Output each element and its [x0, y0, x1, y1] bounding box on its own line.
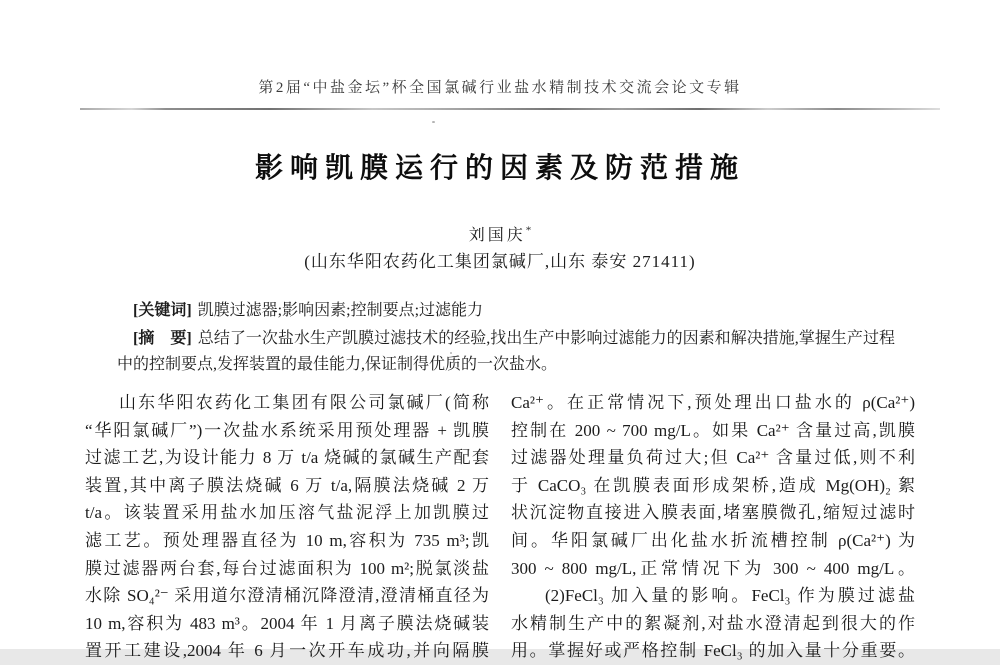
body-text-line: 间。华阳氯碱厂出化盐水折流槽控制 ρ(Ca²⁺) 为 [511, 530, 915, 550]
right-column [511, 389, 915, 665]
body-text-line: 山东华阳农药化工集团有限公司氯碱厂(简称 [119, 393, 489, 412]
article-meta-block [117, 298, 895, 379]
body-text-line: 水精制生产中的絮凝剂,对盐水澄清起到很大的作 [511, 613, 915, 633]
body-text-line: (2)FeCl₃ 加入量的影响。FeCl₃ 作为膜过滤盐 [545, 586, 915, 606]
body-text-line: 10 m,容积为 483 m³。2004 年 1 月离子膜法烧碱装 [85, 613, 489, 633]
body-text-line: 装置,其中离子膜法烧碱 6 万 t/a,隔膜法烧碱 2 万 [85, 475, 489, 495]
keywords-label: [关键词] [133, 302, 192, 319]
body-text-line: 置开工建设,2004 年 6 月一次开车成功,并向隔膜 [85, 641, 489, 661]
abstract-text: 总结了一次盐水生产凯膜过滤技术的经验,找出生产中影响过滤能力的因素和解决措施,掌握生产过程中的控制要点,发挥装置的最佳能力,保证制得优质的一次盐水。 [117, 329, 895, 373]
scan-speck [450, 352, 452, 354]
body-text-line: 用。掌握好或严格控制 FeCl₃ 的加入量十分重要。 [511, 641, 915, 661]
body-text-line: 于 CaCO₃ 在凯膜表面形成架桥,造成 Mg(OH)₂ 絮 [511, 475, 915, 495]
body-text-line: 300 ~ 800 mg/L,正常情况下为 300 ~ 400 mg/L。 [511, 558, 915, 578]
body-text-line: Ca²⁺。在正常情况下,预处理出口盐水的 ρ(Ca²⁺) [511, 393, 915, 412]
affiliation-line: (山东华阳农药化工集团氯碱厂,山东 泰安 271411) [304, 252, 696, 271]
keywords-line [117, 298, 895, 325]
scan-speck [432, 121, 435, 123]
abstract-label: [摘 要] [133, 329, 192, 347]
keywords-text: 凯膜过滤器;影响因素;控制要点;过滤能力 [197, 302, 484, 319]
body-text-line: t/a。该装置采用盐水加压溶气盐泥浮上加凯膜过 [85, 503, 489, 523]
author-line [0, 222, 1000, 245]
body-text-line: “华阳氯碱厂”)一次盐水系统采用预处理器 + 凯膜 [85, 420, 489, 440]
body-text-line: 过滤器处理量负荷过大;但 Ca²⁺ 含量过低,则不利 [511, 448, 915, 468]
author-name: 刘国庆 [468, 227, 526, 244]
body-text-line: 控制在 200 ~ 700 mg/L。如果 Ca²⁺ 含量过高,凯膜 [511, 420, 915, 440]
body-text-line: 膜过滤器两台套,每台过滤面积为 100 m²;脱氯淡盐 [85, 558, 489, 578]
body-text-line: 水除 SO₄²⁻ 采用道尔澄清桶沉降澄清,澄清桶直径为 [85, 586, 489, 606]
author-footnote-marker: * [525, 224, 532, 237]
body-text-line: 状沉淀物直接进入膜表面,堵塞膜微孔,缩短过滤时 [511, 503, 915, 523]
body-columns [85, 389, 915, 665]
abstract-paragraph [117, 326, 895, 379]
body-text-line: 滤工艺。预处理器直径为 10 m,容积为 735 m³;凯 [85, 530, 489, 550]
left-column [85, 389, 489, 665]
article-title: 影响凯膜运行的因素及防范措施 [254, 153, 745, 184]
body-text-line: 过滤工艺,为设计能力 8 万 t/a 烧碱的氯碱生产配套 [85, 448, 489, 468]
header-rule-line [80, 108, 940, 110]
conference-header-text: 第2届“中盐金坛”杯全国氯碱行业盐水精制技术交流会论文专辑 [258, 80, 742, 96]
